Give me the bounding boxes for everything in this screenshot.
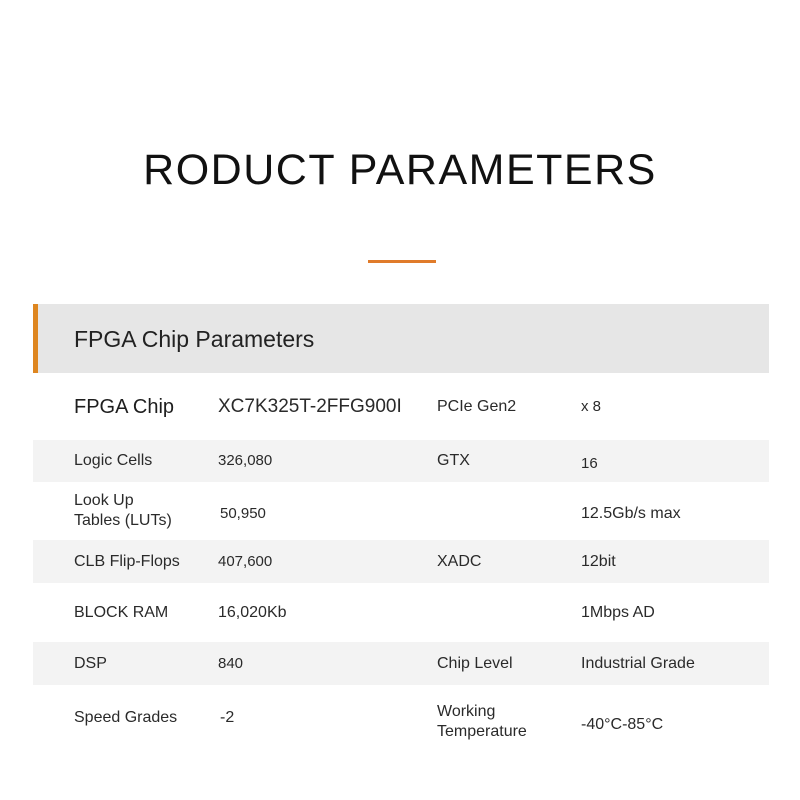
param-value: 16,020Kb [218,603,287,621]
param-value: 840 [218,654,244,672]
param-value: XC7K325T-2FFG900I [218,395,402,417]
param-label: Logic Cells [74,452,153,469]
param-value: 50,950 [220,505,266,522]
table-row [33,440,769,482]
param-label: FPGA Chip [74,395,175,418]
table-row [33,583,769,642]
param-value: 407,600 [218,552,273,570]
param-value: Industrial Grade [581,654,695,672]
table-row [33,373,769,440]
param-label: CLB Flip-Flops [74,552,180,570]
table-row [33,685,769,765]
param-label: Look Up Tables (LUTs) [74,492,172,529]
param-value: -40°C-85°C [581,716,664,733]
param-value: -2 [220,709,235,726]
param-label: BLOCK RAM [74,603,169,621]
table-row [33,540,769,583]
table-row [33,642,769,685]
param-value: 12bit [581,552,616,570]
section-header-fpga-chip-parameters [33,304,769,373]
section-title: FPGA Chip Parameters [74,326,315,352]
param-label: DSP [74,654,107,672]
param-value: 1Mbps AD [581,603,655,621]
param-value: 326,080 [218,452,273,469]
param-label: Speed Grades [74,709,178,726]
param-label: GTX [437,452,470,469]
title-underline-divider [368,260,436,263]
param-label: Chip Level [437,654,513,672]
param-value: x 8 [581,397,602,415]
table-row [33,482,769,540]
param-value: 16 [581,455,598,472]
param-label: Working Temperature [437,703,527,740]
param-value: 12.5Gb/s max [581,505,681,522]
param-label: XADC [437,552,482,570]
page-title: RODUCT PARAMETERS [143,146,657,194]
param-label: PCIe Gen2 [437,397,517,415]
